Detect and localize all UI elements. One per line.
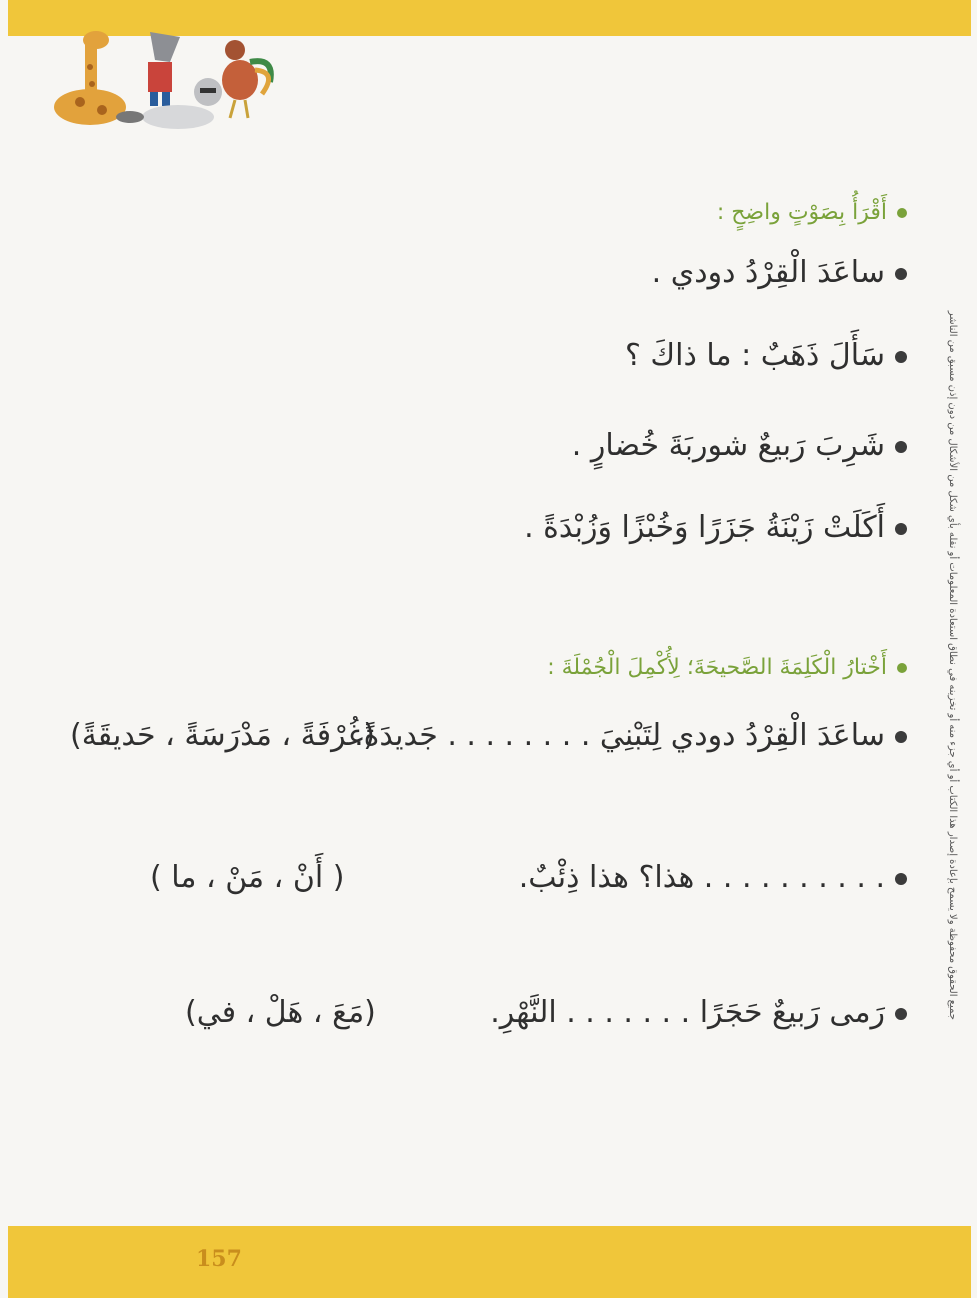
read-line-4: أَكَلَتْ زَيْنَةُ جَزَرًا وَخُبْزًا وَزُبْدَةً . [524,510,907,545]
read-line-2: سَأَلَ ذَهَبٌ : ما ذاكَ ؟ [625,338,907,373]
fill-blank-options-1: (غُرْفَةً ، مَدْرَسَةً ، حَديقَةً) [70,718,376,753]
fill-blank-options-2: ( أَنْ ، مَنْ ، ما ) [150,860,345,895]
fill-blank-sentence-1: ساعَدَ الْقِرْدُ دودي لِتَبْنِيَ . . . . . . . . جَديدَةً. [354,718,907,753]
fill-blank-sentence-3: رَمى رَبيعٌ حَجَرًا . . . . . . . النَّهْرِ. [490,995,907,1030]
section2-title: أَخْتارُ الْكَلِمَةَ الصَّحيحَةَ؛ لِأُكْمِلَ الْجُمْلَةَ : [547,655,907,680]
page-number: 157 [196,1246,242,1272]
animal-characters-illustration [50,22,280,142]
copyright-note: جميع الحقوق محفوظة ولا يسمح بإعادة إصدار هذا الكتاب أو أي جزء منه أو تخزينه في نطاق استعادة المعلومات أو نقله بأي شكل من الأشكال من دون إذن مسبق من الناشر [947,310,958,1020]
fill-blank-options-3: (مَعَ ، هَلْ ، في) [185,995,376,1030]
section2-bullet [897,663,907,673]
section1-bullet [897,208,907,218]
section1-title: أَقْرَأُ بِصَوْتٍ واضِحٍ : [717,200,907,225]
read-line-1: ساعَدَ الْقِرْدُ دودي . [652,255,907,290]
read-line-3: شَرِبَ رَبيعٌ شوربَةَ خُضارٍ . [572,428,907,463]
bottom-color-band [8,1226,971,1298]
fill-blank-sentence-2: . . . . . . . . . . هذا؟ هذا ذِئْبٌ. [519,860,907,895]
